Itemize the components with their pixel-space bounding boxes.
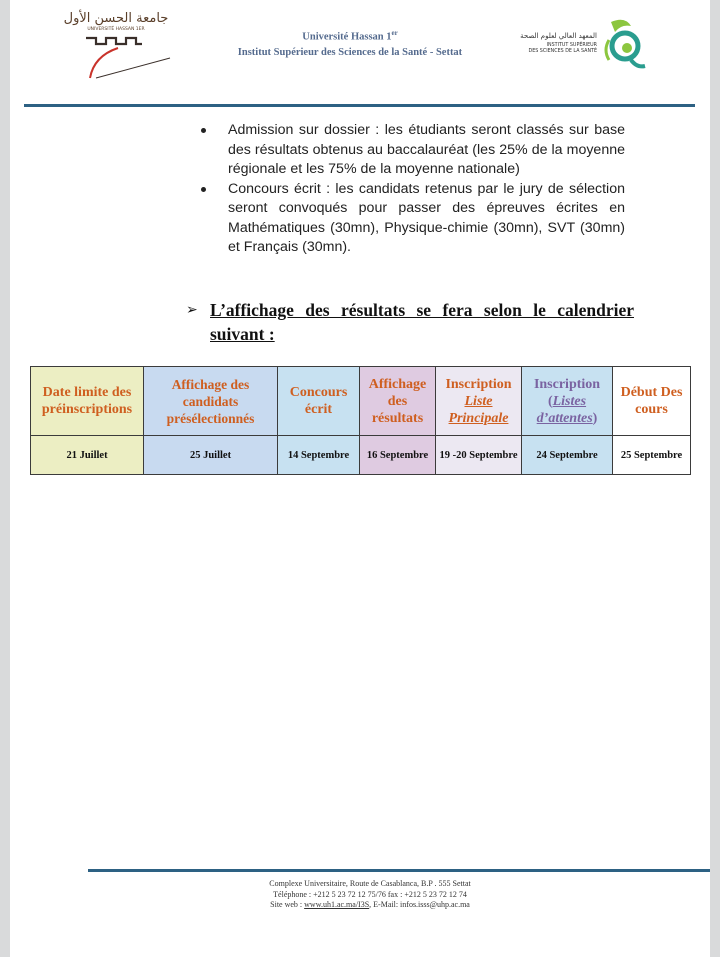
- institute-logo-arabic: المعهد العالي لعلوم الصحة: [520, 32, 597, 40]
- section-heading-text: L’affichage des résultats se fera selon le calendrier suivant :: [210, 300, 634, 344]
- admission-bullet-list: [200, 121, 625, 258]
- date-cell: 19 -20 Septembre: [436, 436, 522, 475]
- university-logo: [56, 8, 176, 88]
- arrow-bullet-icon: ➢: [186, 302, 198, 318]
- calendar-header-row: [31, 367, 691, 436]
- list-item: Admission sur dossier : les étudiants seront classés sur base des résultats obtenus au baccalauréat (les 25% de la moyenne régionale et les 75% de la moyenne nationale): [200, 121, 625, 180]
- footer-phone: Téléphone : +212 5 23 72 12 75/76 fax : +212 5 23 72 12 74: [273, 889, 467, 899]
- footer-address: Complexe Universitaire, Route de Casablanca, B.P . 555 Settat: [269, 879, 471, 888]
- institute-logo-french: INSTITUT SUPÉRIEUR DES SCIENCES DE LA SANTÉ: [528, 43, 597, 54]
- header-divider: [24, 104, 695, 107]
- institution-heading: [210, 26, 490, 60]
- university-name: Université Hassan 1er: [302, 29, 398, 43]
- institute-logo: [515, 16, 650, 76]
- list-item: Concours écrit : les candidats retenus par le jury de sélection seront convoqués pour passer des épreuves écrites en Mathématiques (30mn), Physique-chimie (30mn), SVT (30mn) et Français (30mn).: [200, 180, 625, 258]
- institute-logo-mark-icon: [601, 16, 647, 72]
- date-cell: 25 Juillet: [144, 436, 278, 475]
- website-link[interactable]: www.uh1.ac.ma/I3S: [304, 900, 370, 909]
- footer: [210, 879, 530, 911]
- header-concours-ecrit: Concours écrit: [278, 367, 360, 436]
- section-heading: [186, 298, 634, 346]
- bullet-icon: [201, 128, 206, 133]
- table-row: [31, 436, 691, 475]
- footer-web: Site web : www.uh1.ac.ma/I3S, E-Mail: infos.isss@uhp.ac.ma: [270, 900, 470, 909]
- university-logo-latin: UNIVERSITÉ HASSAN 1ER: [87, 27, 145, 32]
- header-debut-cours: Début Des cours: [613, 367, 691, 436]
- date-cell: 25 Septembre: [613, 436, 691, 475]
- date-cell: 24 Septembre: [522, 436, 613, 475]
- header-affichage-resultats: Affichage des résultats: [360, 367, 436, 436]
- header-affichage-candidats: Affichage des candidats présélectionnés: [144, 367, 278, 436]
- bullet-icon: [201, 187, 206, 192]
- date-cell: 14 Septembre: [278, 436, 360, 475]
- institute-name: Institut Supérieur des Sciences de la Santé - Settat: [237, 46, 463, 58]
- footer-divider: [88, 869, 710, 872]
- date-cell: 16 Septembre: [360, 436, 436, 475]
- footer-email: , E-Mail: infos.isss@uhp.ac.ma: [369, 900, 470, 909]
- date-cell: 21 Juillet: [31, 436, 144, 475]
- document-page: [10, 0, 710, 957]
- university-logo-mark-icon: [56, 8, 176, 88]
- university-logo-arabic: جامعة الحسن الأول: [63, 11, 169, 26]
- header-inscription-listes-attentes: Inscription (Listes d’attentes): [522, 367, 613, 436]
- header-date-limite: Date limite des préinscriptions: [31, 367, 144, 436]
- calendar-table: [30, 366, 691, 475]
- header-inscription-liste-principale: Inscription Liste Principale: [436, 367, 522, 436]
